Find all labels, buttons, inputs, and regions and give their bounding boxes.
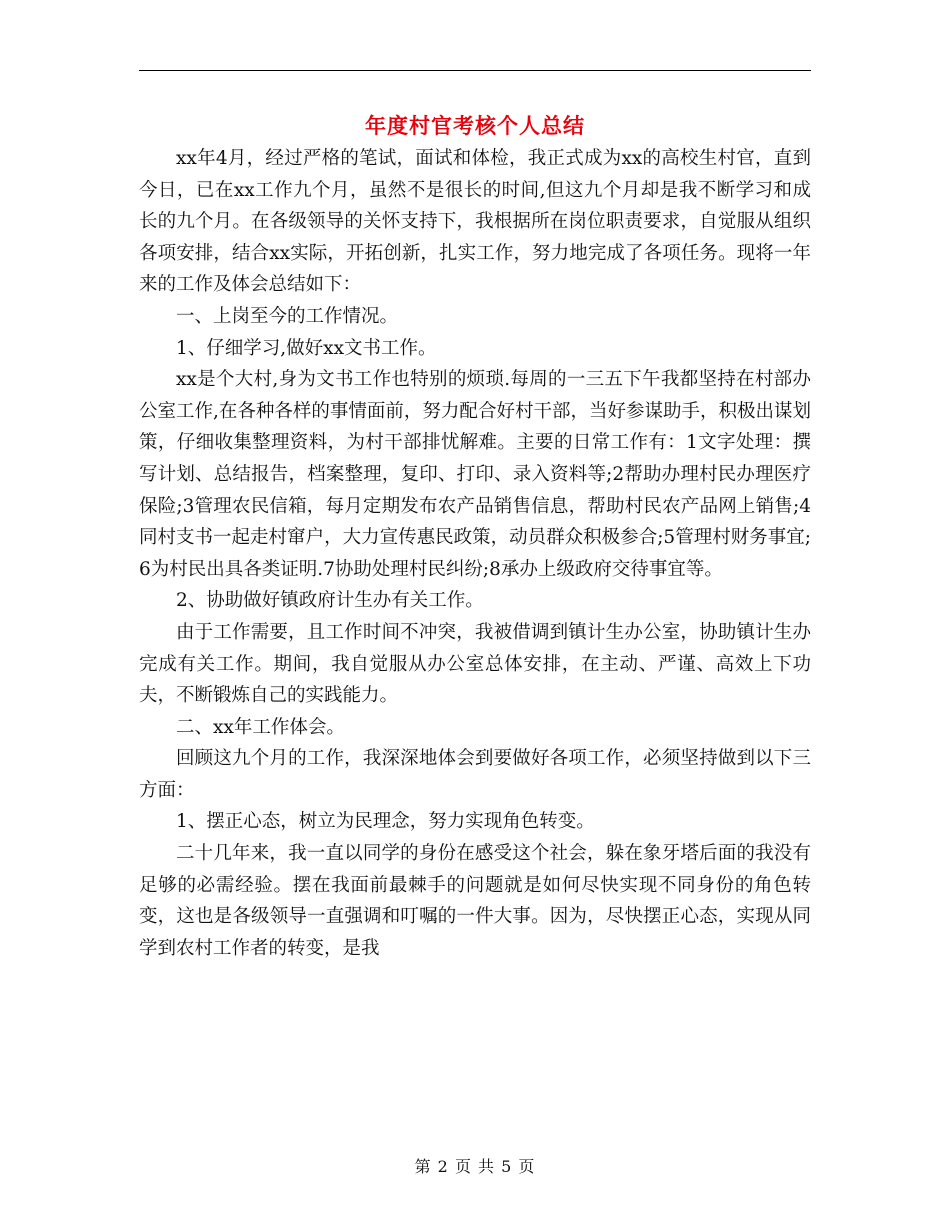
document-title: 年度村官考核个人总结 (365, 113, 585, 138)
paragraph-family-planning: 由于工作需要，且工作时间不冲突，我被借调到镇计生办公室，协助镇计生办完成有关工作。期间，我自觉服从办公室总体安排，在主动、严谨、高效上下功夫，不断锻炼自己的实践能力。 (139, 621, 811, 707)
header-rule (139, 70, 811, 71)
page-number: 第 2 页 共 5 页 (414, 1157, 536, 1176)
subheading-1-2: 2、协助做好镇政府计生办有关工作。 (176, 590, 484, 612)
subheading-2-1: 1、摆正心态，树立为民理念，努力实现角色转变。 (176, 811, 595, 833)
paragraph-intro: xx年4月，经过严格的笔试，面试和体检，我正式成为xx的高校生村官，直到今日，已在xx工作九个月，虽然不是很长的时间,但这九个月却是我不断学习和成长的九个月。在各级领导的关怀支持下，我根据所在岗位职责要求，自觉服从组织各项安排，结合xx实际，开拓创新，扎实工作，努力地完成了各项任务。现将一年来的工作及体会总结如下： (139, 148, 811, 296)
subheading-1-1: 1、仔细学习,做好xx文书工作。 (176, 337, 437, 359)
paragraph-clerical-work: xx是个大村,身为文书工作也特别的烦琐.每周的一三五下午我都坚持在村部办公室工作,在各种各样的事情面前，努力配合好村干部，当好参谋助手，积极出谋划策，仔细收集整理资料，为村干部排忧解难。主要的日常工作有：1文字处理：撰写计划、总结报告，档案整理，复印、打印、录入资料等;2帮助办理村民办理医疗保险;3管理农民信箱，每月定期发布农产品销售信息，帮助村民农产品网上销售;4同村支书一起走村窜户，大力宣传惠民政策，动员群众积极参合;5管理村财务事宜;6为村民出具各类证明.7协助处理村民纠纷;8承办上级政府交待事宜等。 (139, 369, 811, 580)
heading-section-1: 一、上岗至今的工作情况。 (176, 305, 399, 327)
document-body (139, 143, 811, 964)
paragraph-review: 回顾这九个月的工作，我深深地体会到要做好各项工作，必须坚持做到以下三方面： (139, 748, 811, 801)
paragraph-mindset: 二十几年来，我一直以同学的身份在感受这个社会，躲在象牙塔后面的我没有足够的必需经验。摆在我面前最棘手的问题就是如何尽快实现不同身份的角色转变，这也是各级领导一直强调和叮嘱的一件大事。因为，尽快摆正心态，实现从同学到农村工作者的转变，是我 (139, 843, 811, 959)
heading-section-2: 二、xx年工作体会。 (176, 716, 345, 738)
